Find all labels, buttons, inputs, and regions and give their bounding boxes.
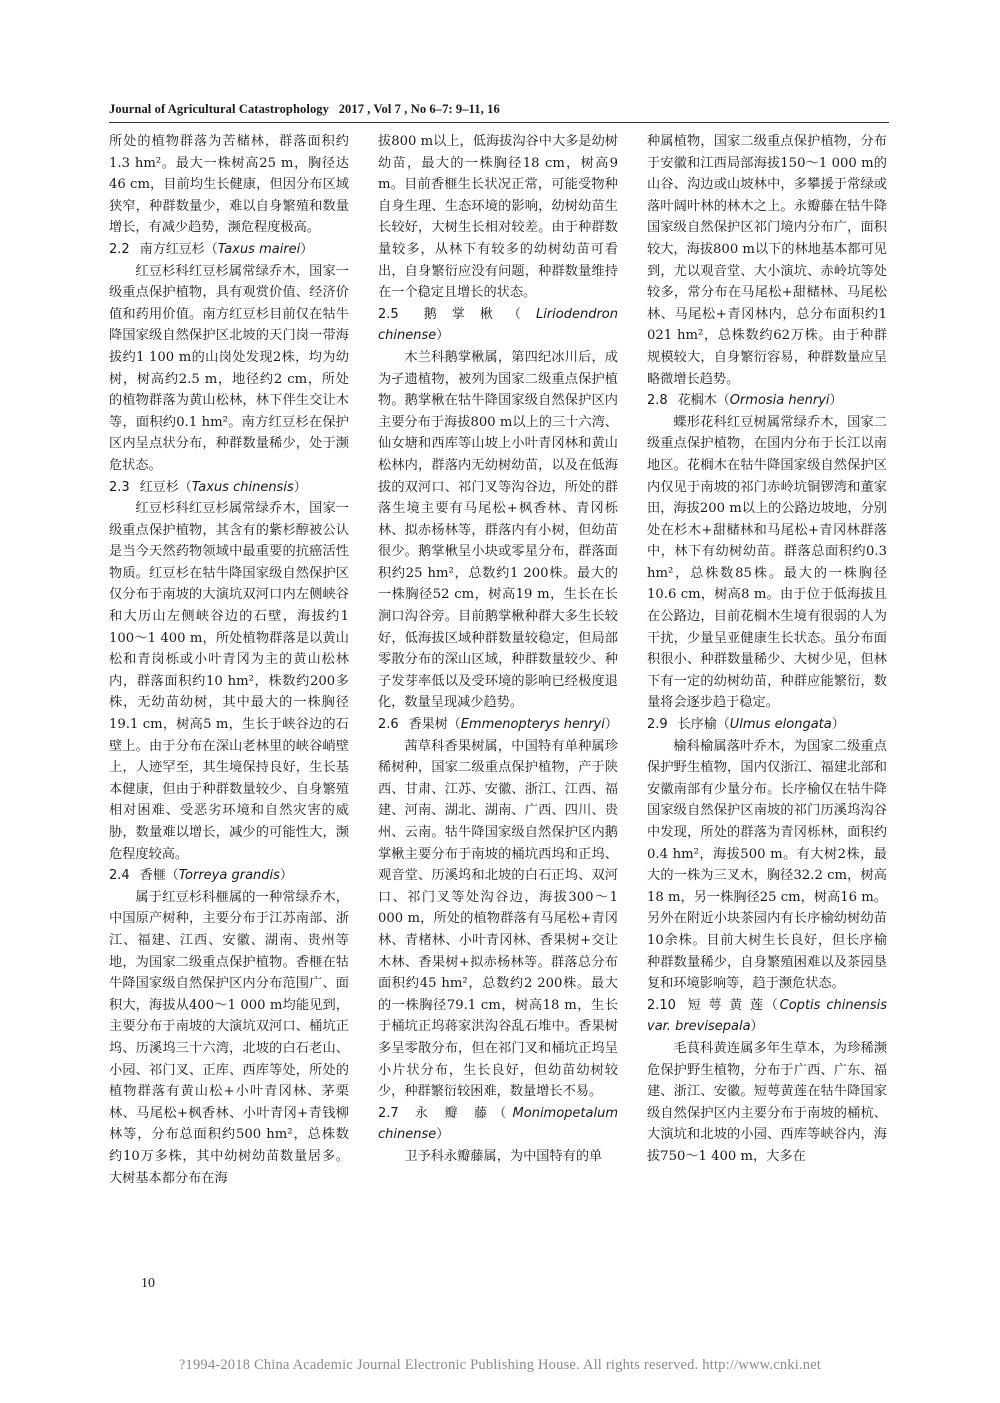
latin-name: Torreya grandis <box>178 868 280 884</box>
text-column-2 <box>378 131 618 1311</box>
paragraph: 拔800 m以上，低海拔沟谷中大多是幼树幼苗，最大的一株胸径18 cm，树高9 m。目前香榧生长状况正常，可能受物种自身生理、生态环境的影响，幼树幼苗生长较好，大树生长相对较差。由于种群数量较多，从林下有较多的幼树幼苗可看出，自身繁衍应没有问题，种群数量维持在一个稳定且增长的状态。 <box>378 134 618 301</box>
latin-name: Taxus chinensis <box>191 479 294 495</box>
latin-name: Emmenopterys henryi <box>460 717 605 733</box>
heading-close: ） <box>604 717 618 733</box>
section-number: 2.5 <box>378 306 399 322</box>
heading-close: ） <box>750 1019 764 1035</box>
heading-close: ） <box>436 1127 450 1143</box>
paragraph: 属于红豆杉科榧属的一种常绿乔木，中国原产树种，主要分布于江苏南部、浙江、福建、江西、安徽、湖南、贵州等地，为国家二级重点保护植物。香榧在牯牛降国家级自然保护区内分布范围广、面积大，海拔从400～1 000 m均能见到，主要分布于南坡的大演坑双河口、桶坑正坞、历溪坞三十六湾，北坡的白石老山、小园、祁门叉、正库、西库等处，所处的植物群落有黄山松+小叶青冈林、茅栗林、马尾松+枫香林、小叶青冈+青钱柳林等，分布总面积约500 hm²，总株数约10万多株，其中幼树幼苗数量居多。大树基本都分布在海 <box>109 889 349 1186</box>
species-name: 红豆杉（ <box>139 479 192 495</box>
species-name: 花榈木（ <box>677 393 730 409</box>
journal-name: Journal of Agricultural Catastrophology <box>109 102 329 116</box>
species-name: 短 萼 黄 莲（ <box>685 997 780 1013</box>
paragraph: 毛茛科黄连属多年生草本，为珍稀濒危保护野生植物，分布于广西、广东、福建、浙江、安徽。短萼黄莲在牯牛降国家级自然保护区内主要分布于南坡的桶杭、大演坑和北坡的小园、西库等峡谷内，海拔750～1 400 m，大多在 <box>647 1040 887 1164</box>
heading-close: ） <box>300 241 314 257</box>
section-heading-2-7 <box>378 1103 618 1146</box>
section-number: 2.9 <box>647 717 668 733</box>
species-name: 香榧（ <box>139 868 179 884</box>
header-rule <box>109 122 889 123</box>
latin-name: Monimopetalum chinense <box>378 1105 618 1143</box>
section-number: 2.8 <box>647 393 668 409</box>
species-name: 香果树（ <box>408 717 461 733</box>
text-column-1 <box>109 131 349 1311</box>
latin-name: Ulmus elongata <box>729 717 832 733</box>
latin-name: Taxus mairei <box>217 241 301 257</box>
heading-close: ） <box>829 393 843 409</box>
section-number: 2.10 <box>647 997 676 1013</box>
section-heading-2-6 <box>378 714 618 736</box>
paragraph: 所处的植物群落为苦槠林，群落面积约1.3 hm²。最大一株树高25 m，胸径达46 cm，目前均生长健康，但因分布区域狭窄，种群数量少，难以自身繁殖和数量增长，有减少趋势，濒危程度极高。 <box>109 134 349 236</box>
journal-citation: 2017 , Vol 7 , No 6–7: 9–11, 16 <box>338 102 500 116</box>
latin-name: Coptis chinensis var. brevisepala <box>647 997 887 1035</box>
section-heading-2-8 <box>647 390 887 412</box>
section-heading-2-10 <box>647 995 887 1038</box>
section-number: 2.7 <box>378 1105 399 1121</box>
species-name: 长序榆（ <box>677 717 730 733</box>
page-number: 10 <box>141 1276 155 1291</box>
heading-close: ） <box>293 479 307 495</box>
paragraph: 红豆杉科红豆杉属常绿乔木，国家一级重点保护植物，具有观赏价值、经济价值和药用价值。南方红豆杉目前仅在牯牛降国家级自然保护区北坡的天门岗一带海拔约1 100 m的山岗处发现2株，均为幼树，树高约2.5 m，地径约2 cm，所处的植物群落为黄山松林，林下伴生交让木等，面积约0.1 hm²。南方红豆杉在保护区内呈点状分布，种群数量稀少，处于濒危状态。 <box>109 263 349 473</box>
species-name: 鹅掌楸（ <box>408 306 536 322</box>
section-heading-2-5 <box>378 304 618 347</box>
paragraph: 茜草科香果树属，中国特有单种属珍稀树种，国家二级重点保护植物，产于陕西、甘肃、江苏、安徽、浙江、江西、福建、河南、湖北、湖南、广西、四川、贵州、云南。牯牛降国家级自然保护区内鹅掌楸主要分布于南坡的桶坑西坞和正坞、观音堂、历溪坞和北坡的白石正坞、双河口、祁门叉等处沟谷边，海拔300～1 000 m，所处的植物群落有马尾松+青冈林、青楮林、小叶青冈林、香果树+交让木林、香果树+拟赤杨林等。群落总分布面积约45 hm²，总数约2 200株。最大的一株胸径79.1 cm，树高18 m，生长于桶坑正坞蒋家洪沟谷乱石堆中。香果树多呈零散分布，但在祁门叉和桶坑正坞呈小片状分布，生长良好，但幼苗幼树较少，种群繁衍较困难，数量增长不易。 <box>378 738 618 1100</box>
heading-close: ） <box>831 717 845 733</box>
section-number: 2.2 <box>109 241 130 257</box>
paragraph: 种属植物，国家二级重点保护植物，分布于安徽和江西局部海拔150～1 000 m的山谷、沟边或山坡林中，多攀援于常绿或落叶阔叶林的林木之上。永瓣藤在牯牛降国家级自然保护区祁门境内分布广，面积较大，海拔800 m以下的林地基本都可见到，尤以观音堂、大小演坑、赤岭坑等处较多，常分布在马尾松+甜槠林、马尾松林、马尾松+青冈林内，总分布面积约1 021 hm²，总株数约62万株。由于种群规模较大，自身繁衍容易，种群数量应呈略微增长趋势。 <box>647 134 887 387</box>
species-name: 永 瓣 藤（ <box>408 1105 513 1121</box>
section-number: 2.3 <box>109 479 130 495</box>
paragraph: 榆科榆属落叶乔木，为国家二级重点保护野生植物，国内仅浙江、福建北部和安徽南部有少量分布。长序榆仅在牯牛降国家级自然保护区南坡的祁门历溪坞沟谷中发现，所处的群落为青冈栎林，面积约0.4 hm²，海拔500 m。有大树2株，最大的一株为三叉木，胸径32.2 cm，树高18 m，另一株胸径25 cm，树高16 m。另外在附近小块茶园内有长序榆幼树幼苗10余株。目前大树生长良好，但长序榆种群数量稀少，自身繁殖困难以及茶园垦复和环境影响等，趋于濒危状态。 <box>647 738 887 992</box>
section-number: 2.4 <box>109 868 130 884</box>
heading-close: ） <box>436 328 450 344</box>
paragraph: 红豆杉科红豆杉属常绿乔木，国家一级重点保护植物，其含有的紫杉醇被公认是当今天然药物领域中最重要的抗癌活性物质。红豆杉在牯牛降国家级自然保护区仅分布于南坡的大演坑双河口内左侧峡谷和大历山左侧峡谷边的石壁，海拔约1 100～1 400 m，所处植物群落是以黄山松和青岗栎或小叶青冈为主的黄山松林内，群落面积约10 hm²，株数约200多株，无幼苗幼树，其中最大的一株胸径19.1 cm，树高5 m，生长于峡谷边的石壁上。由于分布在深山老林里的峡谷峭壁上，人迹罕至，其生境保持良好，生长基本健康，但由于种群数量较少、自身繁殖相对困难、受恶劣环境和自然灾害的威胁，数量难以增长，减少的可能性大，濒危程度较高。 <box>109 501 349 862</box>
paragraph: 木兰科鹅掌楸属，第四纪冰川后，成为孑遗植物，被列为国家二级重点保护植物。鹅掌楸在牯牛降国家级自然保护区内主要分布于海拔800 m以上的三十六湾、仙女塘和西库等山坡上小叶青冈林和黄山松林内，群落内无幼树幼苗，以及在低海拔的双河口、祁门叉等沟谷边，所处的群落生境主要有马尾松+枫香林、青冈栎林、拟赤杨林等，群落内有小树，但幼苗很少。鹅掌楸呈小块或零星分布，群落面积约25 hm²，总数约1 200株。最大的一株胸径52 cm，树高19 m，生长在长涧口沟谷旁。目前鹅掌楸种群大多生长较好，低海拔区域种群数量较稳定，但局部零散分布的深山区域，种群数量较少、种子发芽率低以及受环境的影响已经极度退化，数量呈现减少趋势。 <box>378 349 618 711</box>
species-name: 南方红豆杉（ <box>139 241 218 257</box>
section-heading-2-2 <box>109 239 349 261</box>
section-heading-2-4 <box>109 865 349 887</box>
heading-close: ） <box>279 868 293 884</box>
paragraph: 蝶形花科红豆树属常绿乔木，国家二级重点保护植物，在国内分布于长江以南地区。花榈木在牯牛降国家级自然保护区内仅见于南坡的祁门赤岭坑铜锣湾和董家田，海拔200 m以上的公路边坡地，分别处在杉木+甜槠林和马尾松+青冈林群落中，林下有幼树幼苗。群落总面积约0.3 hm²，总株数85株。最大的一株胸径10.6 cm，树高8 m。由于位于低海拔且在公路边，目前花榈木生境有很弱的人为干扰，少量呈亚健康生长状态。虽分布面积很小、种群数量稀少、大树少见，但林下有一定的幼树幼苗，种群应能繁衍，数量将会逐步趋于稳定。 <box>647 414 887 711</box>
latin-name: Liriodendron chinense <box>378 306 618 344</box>
journal-header <box>109 102 889 117</box>
latin-name: Ormosia henryi <box>729 393 830 409</box>
section-heading-2-9 <box>647 714 887 736</box>
text-column-3 <box>647 131 887 1311</box>
copyright-footer: ?1994-2018 China Academic Journal Electronic Publishing House. All rights reserved. http://www.cnki.net <box>178 1357 822 1373</box>
section-number: 2.6 <box>378 717 399 733</box>
section-heading-2-3 <box>109 477 349 499</box>
paragraph: 卫予科永瓣藤属，为中国特有的单 <box>404 1148 603 1164</box>
